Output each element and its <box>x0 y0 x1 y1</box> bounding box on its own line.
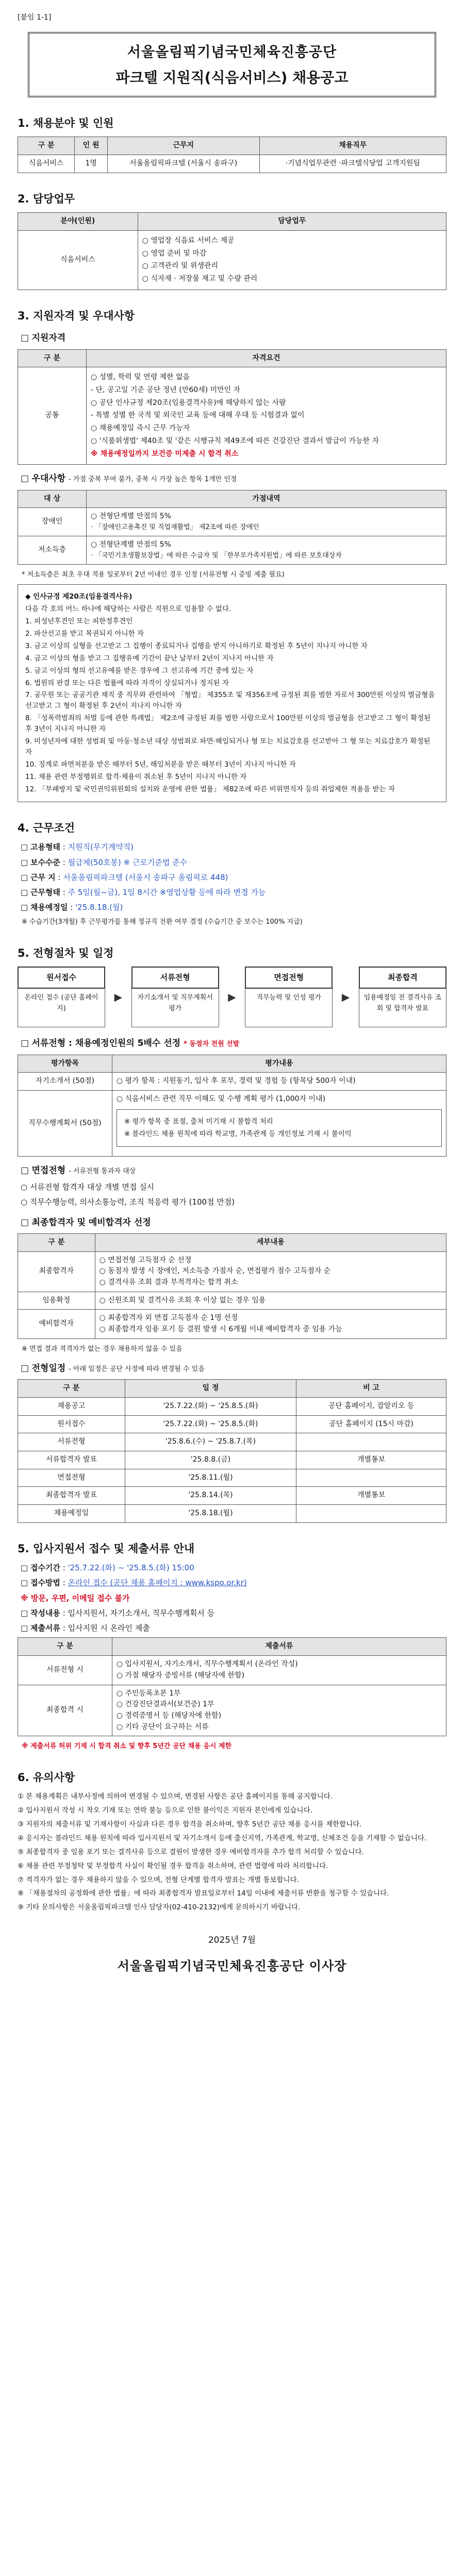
table-cell: ○ 주민등록초본 1부 ○ 건강진단결과서(보건증) 1부 ○ 경력증명서 등 (해당자에 한함) ○ 기타 공단이 요구하는 서류 <box>112 1685 446 1736</box>
apply-label: 접수기간 <box>30 1563 60 1573</box>
apply-value: '25.7.22.(화) ~ '25.8.5.(화) 15:00 <box>68 1563 194 1573</box>
table-cell: ○ 신원조회 및 결격사유 조회 후 이상 없는 경우 임용 <box>95 1292 446 1310</box>
section5-heading: 5. 전형절차 및 일정 <box>18 946 114 959</box>
step-title: 서류전형 <box>131 967 219 989</box>
box-line: 3. 금고 이상의 실형을 선고받고 그 집행이 종료되거나 집행을 받지 아니하기로 확정된 후 5년이 지나지 아니한 자 <box>25 641 368 650</box>
subheading-interview <box>21 1164 446 1177</box>
table-cell <box>296 1433 446 1451</box>
step-title: 최종합격 <box>359 967 446 989</box>
work-condition-value: 서울올림픽파크텔 (서울시 송파구 올림픽로 448) <box>63 872 228 882</box>
cell-line: · 「국민기초생활보장법」에 따른 수급자 및 「한부모가족지원법」에 따른 보호대상자 <box>90 551 342 560</box>
table-cell: 예비합격자 <box>18 1310 95 1338</box>
note-text: - 가점 중복 부여 불가, 중복 시 가장 높은 항목 1개만 인정 <box>69 476 237 484</box>
table-cell: 직무수행계획서 (50점) <box>18 1091 112 1157</box>
list-item: ③ 지원자의 제출서류 및 기재사항이 사실과 다른 경우 합격을 취소하며, 향후 5년간 공단 채용 응시를 제한합니다. <box>18 1820 362 1828</box>
list-item: ○ 고객관리 및 위생관리 <box>142 262 218 270</box>
section6-heading: 5. 입사지원서 접수 및 제출서류 안내 <box>18 1542 195 1555</box>
list-item: ⑦ 적격자가 없는 경우 채용하지 않을 수 있으며, 전형 단계별 합격자 발표는 개별 통보합니다. <box>18 1875 299 1884</box>
final-footnote: ※ 면접 결과 적격자가 없는 경우 채용하지 않을 수 있음 <box>22 1345 183 1353</box>
table-cell: 서류전형 시 <box>18 1656 112 1685</box>
subheading-text: 서류전형 : 채용예정인원의 5배수 선정 <box>31 1038 181 1049</box>
list-item: ○ 공단 인사규정 제20조(임용결격사유)에 해당하지 않는 사람 <box>90 398 286 407</box>
subheading-document-screening <box>21 1037 446 1050</box>
preference-table <box>18 490 446 565</box>
step-title: 면접전형 <box>245 967 333 989</box>
box-line: ※ 평가 항목 중 표절, 출처 미기재 시 불합격 처리 <box>124 1117 273 1126</box>
qualification-table <box>18 349 446 465</box>
apply-value: 입사지원서, 자기소개서, 직무수행계획서 등 <box>68 1608 215 1618</box>
submission-docs-table <box>18 1637 446 1736</box>
box-line: 8. 「성폭력범죄의 처벌 등에 관한 특례법」 제2조에 규정된 죄를 범한 사람으로서 100만원 이상의 벌금형을 선고받고 그 형이 확정된 후 3년이 지나지 아니한 자 <box>25 714 431 734</box>
list-item: - 특별 성별 한 국적 및 외국인 교육 등에 대해 우대 등 시험결과 없이 <box>90 411 305 420</box>
table-cell: 자기소개서 (50점) <box>18 1073 112 1091</box>
announcement-date: 2025년 7월 <box>208 1935 256 1946</box>
caution-list <box>18 1791 446 1913</box>
final-selection-table <box>18 1233 446 1339</box>
table-cell: 공단 홈페이지, 잡알리오 등 <box>296 1397 446 1415</box>
preference-footnote: * 저소득층은 최초 우대 적용 일로부터 2년 이내인 경우 인정 (서류전형 시 증빙 제출 필요) <box>22 570 285 579</box>
interview-line: ○ 서류전형 합격자 대상 개별 면접 실시 <box>21 1182 155 1192</box>
list-item: ① 본 채용계획은 내부사정에 의하여 변경될 수 있으며, 변경된 사항은 공단 홈페이지를 통해 공지합니다. <box>18 1792 333 1801</box>
cell-line: ○ 식음서비스 관련 직무 이해도 및 수행 계획 평가 (1,000자 이내) <box>116 1095 326 1104</box>
table-cell: 서류전형 <box>18 1433 125 1451</box>
list-item: ○ 채용예정일 즉시 근무 가능자 <box>90 424 190 433</box>
table-cell <box>86 508 446 536</box>
list-item: ○ 영업장 식음료 서비스 제공 <box>142 236 235 245</box>
step-desc: 자기소개서 및 직무계획서 평가 <box>131 989 219 1027</box>
table-cell: '25.7.22.(화) ~ '25.8.5.(화) <box>125 1415 296 1433</box>
subheading-preferences <box>21 472 446 485</box>
box-line: 6. 법원의 판결 또는 다른 법률에 따라 자격이 상실되거나 정지된 자 <box>25 679 229 687</box>
table-cell: 채용예정일 <box>18 1505 125 1523</box>
table-row <box>18 1397 446 1415</box>
table-cell: 식음서비스 <box>18 231 138 290</box>
table-cell: ○ 평가 항목 : 지원동기, 입사 후 포부, 경력 및 경험 등 (항목당 500자 이내) <box>112 1073 446 1091</box>
cell-line: ○ 전형단계별 만점의 5% <box>90 540 171 549</box>
box-line: 다음 각 호의 어느 하나에 해당하는 사람은 직원으로 임용할 수 없다. <box>25 604 231 613</box>
table-cell <box>296 1469 446 1487</box>
table-cell: 최종합격 시 <box>18 1685 112 1736</box>
list-item: ○ 성별, 학력 및 연령 제한 없음 <box>90 373 190 382</box>
apply-row: □ 접수기간 : '25.7.22.(화) ~ '25.8.5.(화) 15:00 <box>21 1563 194 1573</box>
cell-line: ○ 전형단계별 만점의 5% <box>90 512 171 521</box>
table-header: 비 고 <box>296 1380 446 1398</box>
list-item: ④ 응시자는 블라인드 채용 원칙에 따라 입사지원서 및 자기소개서 등에 출신지역, 가족관계, 학교명, 신체조건 등을 기재할 수 없습니다. <box>18 1834 427 1842</box>
table-cell: 저소득층 <box>18 536 87 565</box>
table-cell: '25.8.18.(월) <box>125 1505 296 1523</box>
apply-row: □ 접수방법 : 온라인 접수 (공단 채용 홈페이지 : www.kspo.or.kr) <box>21 1578 247 1588</box>
table-cell: 장애인 <box>18 508 87 536</box>
table-cell: ○ 최종합격자 외 면접 고득점자 순 1명 선정 ○ 최종합격자 임용 포기 등 결원 발생 시 6개월 이내 예비합격자 중 임용 가능 <box>95 1310 446 1338</box>
title-organization: 서울올림픽기념국민체육진흥공단 <box>127 44 337 60</box>
table-cell: 공통 <box>18 367 87 465</box>
work-condition-value: 지원직(무기계약직) <box>68 842 134 852</box>
list-item: ⑤ 최종합격자 중 임용 포기 또는 결격사유 등으로 결원이 발생한 경우 예비합격자를 추가 합격 처리할 수 있습니다. <box>18 1848 364 1856</box>
subheading-text: 전형일정 <box>31 1363 66 1374</box>
duties-table <box>18 212 446 290</box>
table-cell: 개별통보 <box>296 1487 446 1505</box>
table-header: 구 분 <box>18 1380 125 1398</box>
section1-heading: 1. 채용분야 및 인원 <box>18 116 114 129</box>
table-header: 평가내용 <box>112 1055 446 1073</box>
table-row <box>18 1487 446 1505</box>
table-cell: '25.8.14.(목) <box>125 1487 296 1505</box>
table-header: 구 분 <box>18 1233 95 1251</box>
section2-heading: 2. 담당업무 <box>18 192 75 205</box>
list-item: ○ '식품위생법' 제40조 및 '같은 시행규칙 제49조에 따른 건강진단 결과서 발급이 가능한 자 <box>90 436 379 445</box>
title-box <box>28 32 436 97</box>
table-row <box>18 1451 446 1469</box>
table-header: 대 상 <box>18 490 87 508</box>
attachment-label: [붙임 1-1] <box>18 13 52 22</box>
work-condition-value: 주 5일(월~금), 1일 8시간 ※영업상황 등에 따라 변경 가능 <box>68 888 266 897</box>
box-title: ◆ 인사규정 제20조(임용결격사유) <box>25 592 132 601</box>
table-header: 인 원 <box>75 137 108 155</box>
table-header: 평가항목 <box>18 1055 112 1073</box>
arrow-right-icon: ▶ <box>228 990 236 1003</box>
process-step <box>245 967 333 1027</box>
table-header: 일 정 <box>125 1380 296 1398</box>
table-cell: 최종합격자 <box>18 1251 95 1292</box>
table-header: 채용직무 <box>259 137 446 155</box>
box-line: 7. 공무원 또는 공공기관 재직 중 직무와 관련하여 「형법」 제355조 및 제356조에 규정된 죄를 범한 자로서 300만원 이상의 벌금형을 선고받고 그 형이 확정된 후 2년이 지나지 아니한 자 <box>25 691 435 710</box>
list-item: ⑨ 기타 문의사항은 서울올림픽파크텔 인사 담당자(02-410-2132)에게 문의하시기 바랍니다. <box>18 1903 301 1912</box>
table-cell: 최종합격자 발표 <box>18 1487 125 1505</box>
section4-heading: 4. 근무조건 <box>18 821 75 834</box>
table-cell: '25.7.22.(화) ~ '25.8.5.(화) <box>125 1397 296 1415</box>
cell-line: · 「장애인고용촉진 및 직업재활법」 제2조에 따른 장애인 <box>90 523 259 531</box>
work-condition-value: 월급제(50호봉) ※ 근로기준법 준수 <box>68 857 188 867</box>
apply-label: 제출서류 <box>30 1623 60 1633</box>
work-condition-row: □ 근무 지 : 서울올림픽파크텔 (서울시 송파구 올림픽로 448) <box>21 872 228 882</box>
screening-note-box <box>117 1109 442 1147</box>
table-header: 구 분 <box>18 1638 112 1656</box>
box-line: ※ 블라인드 채용 원칙에 따라 학교명, 가족관계 등 개인정보 기재 시 불이익 <box>124 1129 352 1138</box>
step-desc: 온라인 접수 (공단 홈페이지) <box>18 989 105 1027</box>
schedule-table <box>18 1379 446 1523</box>
box-line: 9. 미성년자에 대한 성범죄 및 아동·청소년 대상 성범죄로 파면·해임되거나 형 또는 치료감호를 선고받아 그 형 또는 치료감호가 확정된 자 <box>25 737 430 757</box>
table-row <box>18 1415 446 1433</box>
process-step <box>131 967 219 1027</box>
work-condition-row: □ 근무형태 : 주 5일(월~금), 1일 8시간 ※영업상황 등에 따라 변경 가능 <box>21 888 266 897</box>
table-row <box>18 1505 446 1523</box>
apply-value: 온라인 접수 (공단 채용 홈페이지 : www.kspo.or.kr) <box>68 1578 247 1588</box>
subheading-text: 면접전형 <box>31 1165 66 1176</box>
list-item: - 단, 공고일 기준 공단 정년 (만60세) 미만인 자 <box>90 386 241 395</box>
interview-line: ○ 직무수행능력, 의사소통능력, 조직 적응력 평가 (100점 만점) <box>21 1197 235 1207</box>
box-line: 5. 금고 이상의 형의 선고유예를 받은 경우에 그 선고유예 기간 중에 있는 자 <box>25 666 254 675</box>
work-condition-row: □ 보수수준 : 월급제(50호봉) ※ 근로기준법 준수 <box>21 857 188 867</box>
table-cell: 1명 <box>75 155 108 173</box>
step-desc: 직무능력 및 인성 평가 <box>245 989 333 1027</box>
recruit-field-table <box>18 137 446 173</box>
section7-heading: 6. 유의사항 <box>18 1771 75 1784</box>
apply-row: □ 작성내용 : 입사지원서, 자기소개서, 직무수행계획서 등 <box>21 1608 215 1618</box>
table-cell: 원서접수 <box>18 1415 125 1433</box>
note-text: - 아래 일정은 공단 사정에 따라 변경될 수 있음 <box>69 1365 205 1373</box>
note-text: * 동점자 전원 선발 <box>184 1040 240 1048</box>
table-row <box>18 1469 446 1487</box>
table-header: 분야(인원) <box>18 213 138 231</box>
table-header: 구 분 <box>18 349 87 367</box>
apply-value: 입사지원 시 온라인 제출 <box>68 1623 150 1633</box>
work-condition-label: 채용예정일 <box>30 903 68 912</box>
table-cell: '25.8.8.(금) <box>125 1451 296 1469</box>
work-condition-value: '25.8.18.(월) <box>75 903 123 912</box>
issuer-signature: 서울올림픽기념국민체육진흥공단 이사장 <box>117 1958 347 1973</box>
list-item: ⑥ 채용 관련 부정청탁 및 부정합격 사실이 확인될 경우 합격을 취소하며, 관련 법령에 따라 처리합니다. <box>18 1861 328 1870</box>
process-step <box>359 967 446 1027</box>
work-condition-label: 근무 지 <box>30 872 56 882</box>
table-cell: 식음서비스 <box>18 155 75 173</box>
table-header: 자격요건 <box>86 349 446 367</box>
table-cell <box>112 1091 446 1157</box>
process-step <box>18 967 105 1027</box>
table-cell: 공단 홈페이지 (15시 마감) <box>296 1415 446 1433</box>
subheading-qualifications: □ 지원자격 <box>21 331 446 345</box>
table-cell: ○ 입사지원서, 자기소개서, 직무수행계획서 (온라인 작성) ○ 가점 해당자 증빙서류 (해당자에 한함) <box>112 1656 446 1685</box>
apply-warning: ※ 방문, 우편, 이메일 접수 불가 <box>21 1593 130 1603</box>
apply-label: 작성내용 <box>30 1608 60 1618</box>
apply-label: 접수방법 <box>30 1578 60 1588</box>
table-header: 제출서류 <box>112 1638 446 1656</box>
warning-text: ※ 채용예정일까지 보건증 미제출 시 합격 취소 <box>90 449 239 458</box>
probation-note: ※ 수습기간(3개월) 후 근무평가를 통해 정규직 전환 여부 결정 (수습기간 중 보수는 100% 지급) <box>22 918 303 926</box>
table-cell: ·기념식업무관련 ·파크텔식당업 고객지원팀 <box>259 155 446 173</box>
table-cell: '25.8.6.(수) ~ '25.8.7.(목) <box>125 1433 296 1451</box>
arrow-right-icon: ▶ <box>114 990 123 1003</box>
list-item: ○ 식자재 · 저장물 재고 및 수량 관리 <box>142 275 258 283</box>
subheading-schedule <box>21 1362 446 1375</box>
work-condition-label: 근무형태 <box>30 888 60 897</box>
subheading-final: □ 최종합격자 및 예비합격자 선정 <box>21 1216 446 1229</box>
table-header: 근무지 <box>107 137 259 155</box>
table-header: 구 분 <box>18 137 75 155</box>
box-line: 12. 「부패방지 및 국민권익위원회의 설치와 운영에 관한 법률」 제82조에 따른 비위면직자 등의 취업제한 적용을 받는 자 <box>25 785 395 793</box>
list-item: ○ 영업 준비 및 마감 <box>142 249 207 258</box>
submission-footnote: ※ 제출서류 허위 기재 시 합격 취소 및 향후 5년간 공단 채용 응시 제한 <box>22 1742 232 1751</box>
table-cell: '25.8.11.(월) <box>125 1469 296 1487</box>
list-item: ② 입사지원서 작성 시 착오 기재 또는 연락 불능 등으로 인한 불이익은 지원자 본인에게 있습니다. <box>18 1806 313 1815</box>
table-cell: 면접전형 <box>18 1469 125 1487</box>
work-condition-label: 보수수준 <box>30 857 60 867</box>
table-cell <box>86 536 446 565</box>
duties-list <box>138 231 446 290</box>
title-main: 파크텔 지원직(식음서비스) 채용공고 <box>115 69 349 86</box>
process-flow <box>18 967 446 1027</box>
table-header: 세부내용 <box>95 1233 446 1251</box>
table-cell: 서류합격자 발표 <box>18 1451 125 1469</box>
table-cell: 서울올림픽파크텔 (서울시 송파구) <box>107 155 259 173</box>
work-condition-label: 고용형태 <box>30 842 60 852</box>
table-cell: ○ 면접전형 고득점자 순 선정 ○ 동점자 발생 시 장애인, 저소득층 가점자 순, 면접평가 점수 고득점자 순 ○ 결격사유 조회 결과 부적격자는 합격 취소 <box>95 1251 446 1292</box>
work-condition-row: □ 채용예정일 : '25.8.18.(월) <box>21 903 123 912</box>
box-line: 1. 피성년후견인 또는 피한정후견인 <box>25 617 133 625</box>
work-condition-row: □ 고용형태 : 지원직(무기계약직) <box>21 842 134 852</box>
apply-row: □ 제출서류 : 입사지원 시 온라인 제출 <box>21 1623 150 1633</box>
box-line: 2. 파산선고를 받고 복권되지 아니한 자 <box>25 629 144 638</box>
box-line: 10. 징계로 파면처분을 받은 때부터 5년, 해임처분을 받은 때부터 3년이 지나지 아니한 자 <box>25 760 296 769</box>
box-line: 11. 채용 관련 부정행위로 합격·채용이 취소된 후 5년이 지나지 아니한 자 <box>25 772 247 781</box>
table-header: 가점내역 <box>86 490 446 508</box>
document-screening-table <box>18 1055 446 1157</box>
subheading-text: 우대사항 <box>31 473 66 484</box>
box-line: 4. 금고 이상의 형을 받고 그 집행유예 기간이 끝난 날부터 2년이 지나지 아니한 자 <box>25 654 274 663</box>
disqualification-box <box>18 584 446 802</box>
step-desc: 임용예정일 전 결격사유 조회 및 합격자 발표 <box>359 989 446 1027</box>
list-item: ⑧ 「채용절차의 공정화에 관한 법률」에 따라 최종합격자 발표일로부터 14일 이내에 제출서류 반환을 청구할 수 있습니다. <box>18 1889 389 1898</box>
arrow-right-icon: ▶ <box>341 990 350 1003</box>
step-title: 원서접수 <box>18 967 105 989</box>
table-cell <box>296 1505 446 1523</box>
table-cell: 채용공고 <box>18 1397 125 1415</box>
table-cell: 임용확정 <box>18 1292 95 1310</box>
section3-heading: 3. 지원자격 및 우대사항 <box>18 309 135 322</box>
table-header: 담당업무 <box>138 213 446 231</box>
table-row <box>18 1433 446 1451</box>
table-cell: 개별통보 <box>296 1451 446 1469</box>
note-text: - 서류전형 통과자 대상 <box>69 1167 136 1175</box>
qualification-list <box>86 367 446 465</box>
